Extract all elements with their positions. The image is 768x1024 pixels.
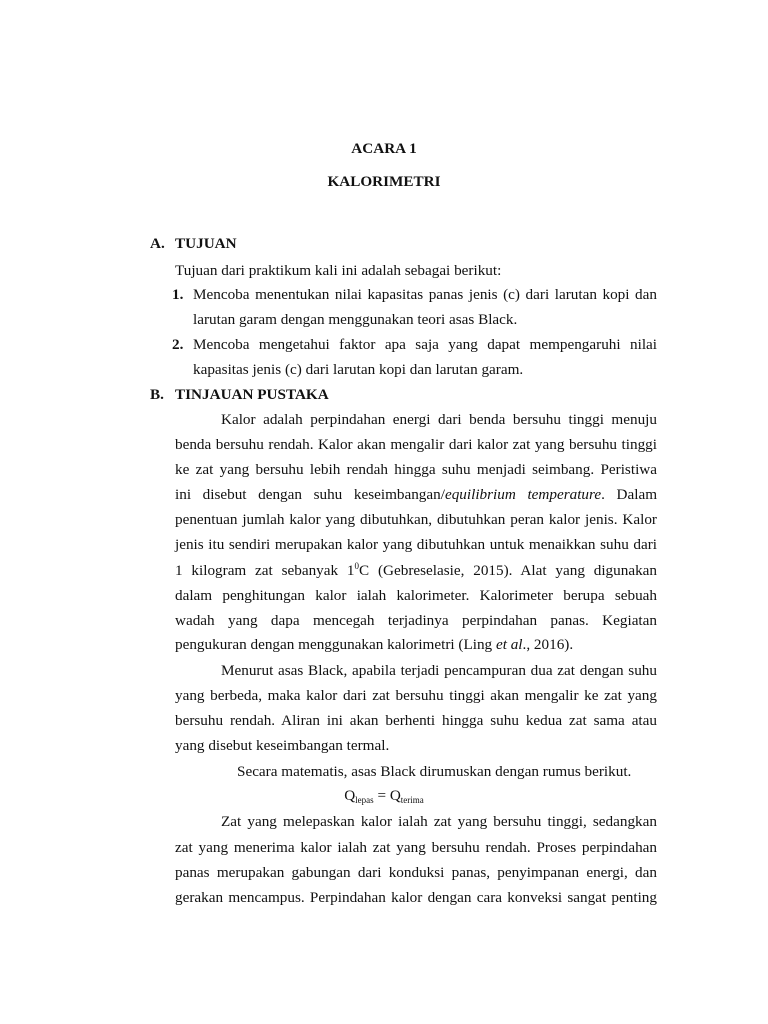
paragraph-text: 1 kilogram zat sebanyak 1 <box>175 562 355 579</box>
formula-equals: = <box>373 787 390 804</box>
paragraph-line-mixed <box>175 635 573 655</box>
paragraph-line: benda bersuhu rendah. Kalor akan mengalir dari kalor zat yang bersuhu tinggi <box>175 436 657 453</box>
list-item-text: Mencoba menentukan nilai kapasitas panas jenis (c) dari larutan kopi dan <box>193 286 657 303</box>
paragraph-line: dalam penghitungan kalor ialah kalorimeter. Kalorimeter berupa sebuah <box>175 587 657 604</box>
paragraph-text: C (Gebreselasie, 2015). Alat yang digunakan <box>359 562 657 579</box>
formula-subscript: terima <box>400 795 424 805</box>
paragraph-text: ini disebut dengan suhu keseimbangan/ <box>175 486 445 503</box>
paragraph-line-mixed <box>175 561 657 582</box>
formula <box>0 786 768 807</box>
paragraph-line: yang disebut keseimbangan termal. <box>175 737 390 754</box>
section-a-heading: TUJUAN <box>175 235 237 252</box>
list-item-number: 2. <box>172 336 184 353</box>
italic-term: et al <box>495 636 523 653</box>
paragraph-line: panas merupakan gabungan dari konduksi panas, penyimpanan energi, dan <box>175 864 657 881</box>
section-b-letter: B. <box>150 386 164 403</box>
section-b-heading: TINJAUAN PUSTAKA <box>175 386 329 403</box>
paragraph-line: Kalor adalah perpindahan energi dari benda bersuhu tinggi menuju <box>221 411 657 428</box>
formula-symbol: Q <box>344 787 356 804</box>
list-item-number: 1. <box>172 286 184 303</box>
paragraph-line: gerakan mencampus. Perpindahan kalor dengan cara konveksi sangat penting <box>175 889 657 906</box>
list-item-text: kapasitas jenis (c) dari larutan kopi dan larutan garam. <box>193 361 524 378</box>
formula-subscript: lepas <box>355 795 374 805</box>
paragraph-text: ., 2016). <box>522 636 574 653</box>
paragraph-line: penentuan jumlah kalor yang dibutuhkan, dibutuhkan peran kalor jenis. Kalor <box>175 511 657 528</box>
paragraph-line: ke zat yang bersuhu lebih rendah hingga suhu menjadi seimbang. Peristiwa <box>175 461 657 478</box>
paragraph-line: Menurut asas Black, apabila terjadi pencampuran dua zat dengan suhu <box>221 662 657 679</box>
list-item-text: Mencoba mengetahui faktor apa saja yang dapat mempengaruhi nilai <box>193 336 657 353</box>
list-item-text: larutan garam dengan menggunakan teori asas Black. <box>193 311 518 328</box>
paragraph-line: Zat yang melepaskan kalor ialah zat yang bersuhu tinggi, sedangkan <box>221 813 657 830</box>
italic-term: equilibrium temperature <box>444 486 602 503</box>
formula-intro: Secara matematis, asas Black dirumuskan dengan rumus berikut. <box>237 763 632 780</box>
paragraph-line: bersuhu rendah. Aliran ini akan berhenti hingga suhu kedua zat sama atau <box>175 712 657 729</box>
paragraph-line: wadah yang dapa mencegah terjadinya perpindahan panas. Kegiatan <box>175 612 657 629</box>
chapter-label: ACARA 1 <box>351 140 417 157</box>
paragraph-line: zat yang menerima kalor ialah zat yang bersuhu rendah. Proses perpindahan <box>175 839 657 856</box>
section-a-letter: A. <box>150 235 165 252</box>
section-a-intro: Tujuan dari praktikum kali ini adalah sebagai berikut: <box>175 262 502 279</box>
paragraph-text: pengukuran dengan menggunakan kalorimetri (Ling <box>175 636 496 653</box>
paragraph-text: . Dalam <box>601 486 658 503</box>
degree-superscript: 0 <box>354 561 360 571</box>
page-title: KALORIMETRI <box>327 173 441 190</box>
paragraph-line-mixed <box>175 485 657 505</box>
paragraph-line: yang berbeda, maka kalor dari zat bersuhu tinggi akan mengalir ke zat yang <box>175 687 657 704</box>
paragraph-line: jenis itu sendiri merupakan kalor yang dibutuhkan untuk menaikkan suhu dari <box>175 536 657 553</box>
formula-symbol: Q <box>389 787 401 804</box>
